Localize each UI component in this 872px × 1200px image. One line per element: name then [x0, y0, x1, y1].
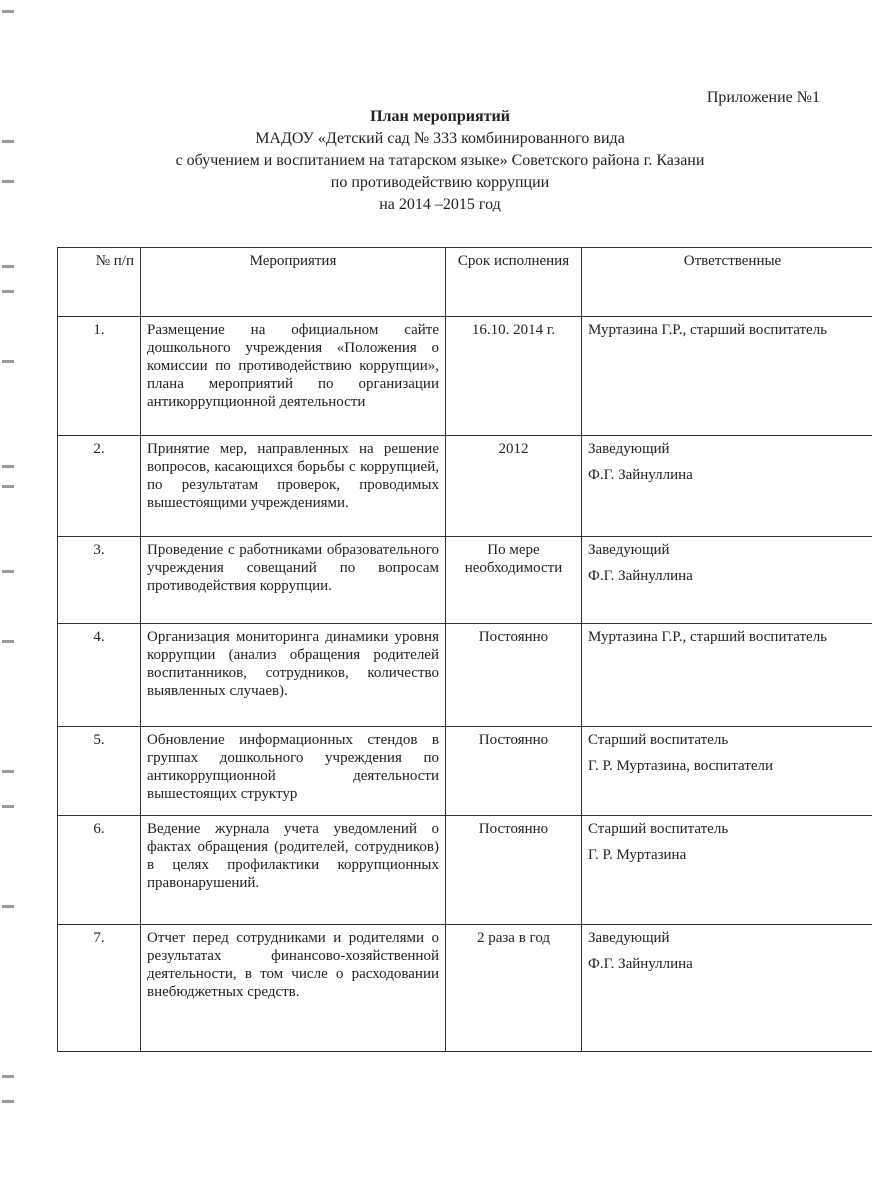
row-number: 6.: [58, 816, 141, 925]
organization-name-cont: с обучением и воспитанием на татарском языке» Советского района г. Казани: [175, 152, 705, 169]
row-number: 5.: [58, 727, 141, 816]
responsible-role: Заведующий: [588, 542, 670, 558]
row-event: Организация мониторинга динамики уровня коррупции (анализ обращения родителей воспитанников, сотрудников, количество выявленных случаев).: [141, 624, 446, 727]
row-deadline: Постоянно: [446, 816, 582, 925]
scan-edge-marks: [2, 0, 16, 1200]
plan-title: План мероприятий: [370, 108, 510, 125]
header-deadline: Срок исполнения: [446, 248, 582, 317]
table-row: [58, 317, 872, 436]
row-event: Принятие мер, направленных на решение вопросов, касающихся борьбы с коррупцией, по результатам проверок, проводимых вышестоящими учреждениями.: [141, 436, 446, 537]
row-deadline: 2 раза в год: [446, 925, 582, 1052]
responsible-person: Г. Р. Муртазина, воспитатели: [588, 758, 774, 774]
responsible-person: Ф.Г. Зайнуллина: [588, 568, 693, 584]
row-deadline: Постоянно: [446, 727, 582, 816]
row-event: Обновление информационных стендов в группах дошкольного учреждения по антикоррупционной деятельности вышестоящих структур: [141, 727, 446, 816]
row-responsible: [582, 317, 872, 436]
row-responsible: [582, 816, 872, 925]
plan-period: на 2014 –2015 год: [379, 196, 501, 213]
responsible-role: Заведующий: [588, 441, 670, 457]
row-responsible: [582, 624, 872, 727]
measures-table: [57, 247, 872, 1052]
row-event: Отчет перед сотрудниками и родителями о результатах финансово-хозяйственной деятельности, в том числе о расходовании внебюджетных средств.: [141, 925, 446, 1052]
row-number: 3.: [58, 537, 141, 624]
row-deadline: По мере необходимости: [446, 537, 582, 624]
row-number: 1.: [58, 317, 141, 436]
responsible-role: Старший воспитатель: [588, 732, 729, 748]
header-measures: Мероприятия: [141, 248, 446, 317]
plan-subject: по противодействию коррупции: [330, 174, 550, 191]
responsible-person: Ф.Г. Зайнуллина: [588, 467, 693, 483]
table-row: [58, 537, 872, 624]
row-event: Ведение журнала учета уведомлений о фактах обращения (родителей, сотрудников) в целях профилактики коррупционных правонарушений.: [141, 816, 446, 925]
responsible-line: Муртазина Г.Р., старший воспитатель: [588, 629, 828, 645]
organization-name: МАДОУ «Детский сад № 333 комбинированного вида: [255, 130, 625, 147]
row-responsible: [582, 537, 872, 624]
row-deadline: Постоянно: [446, 624, 582, 727]
responsible-person: Г. Р. Муртазина: [588, 847, 687, 863]
table-header-row: [58, 248, 872, 317]
row-responsible: [582, 925, 872, 1052]
title-block: [130, 106, 750, 216]
header-responsible: Ответственные: [582, 248, 872, 317]
responsible-person: Ф.Г. Зайнуллина: [588, 956, 693, 972]
table-row: [58, 925, 872, 1052]
table-row: [58, 816, 872, 925]
row-event: Проведение с работниками образовательного учреждения совещаний по вопросам противодействия коррупции.: [141, 537, 446, 624]
table-row: [58, 624, 872, 727]
row-number: 2.: [58, 436, 141, 537]
table-row: [58, 727, 872, 816]
row-event: Размещение на официальном сайте дошкольного учреждения «Положения о комиссии по противодействию коррупции», плана мероприятий по организации антикоррупционной деятельности: [141, 317, 446, 436]
responsible-line: Муртазина Г.Р., старший воспитатель: [588, 322, 828, 338]
responsible-role: Старший воспитатель: [588, 821, 729, 837]
row-number: 7.: [58, 925, 141, 1052]
row-responsible: [582, 727, 872, 816]
responsible-role: Заведующий: [588, 930, 670, 946]
table-row: [58, 436, 872, 537]
row-deadline: 2012: [446, 436, 582, 537]
header-number: № п/п: [58, 248, 141, 317]
row-responsible: [582, 436, 872, 537]
row-number: 4.: [58, 624, 141, 727]
row-deadline: 16.10. 2014 г.: [446, 317, 582, 436]
appendix-label: Приложение №1: [706, 89, 820, 106]
